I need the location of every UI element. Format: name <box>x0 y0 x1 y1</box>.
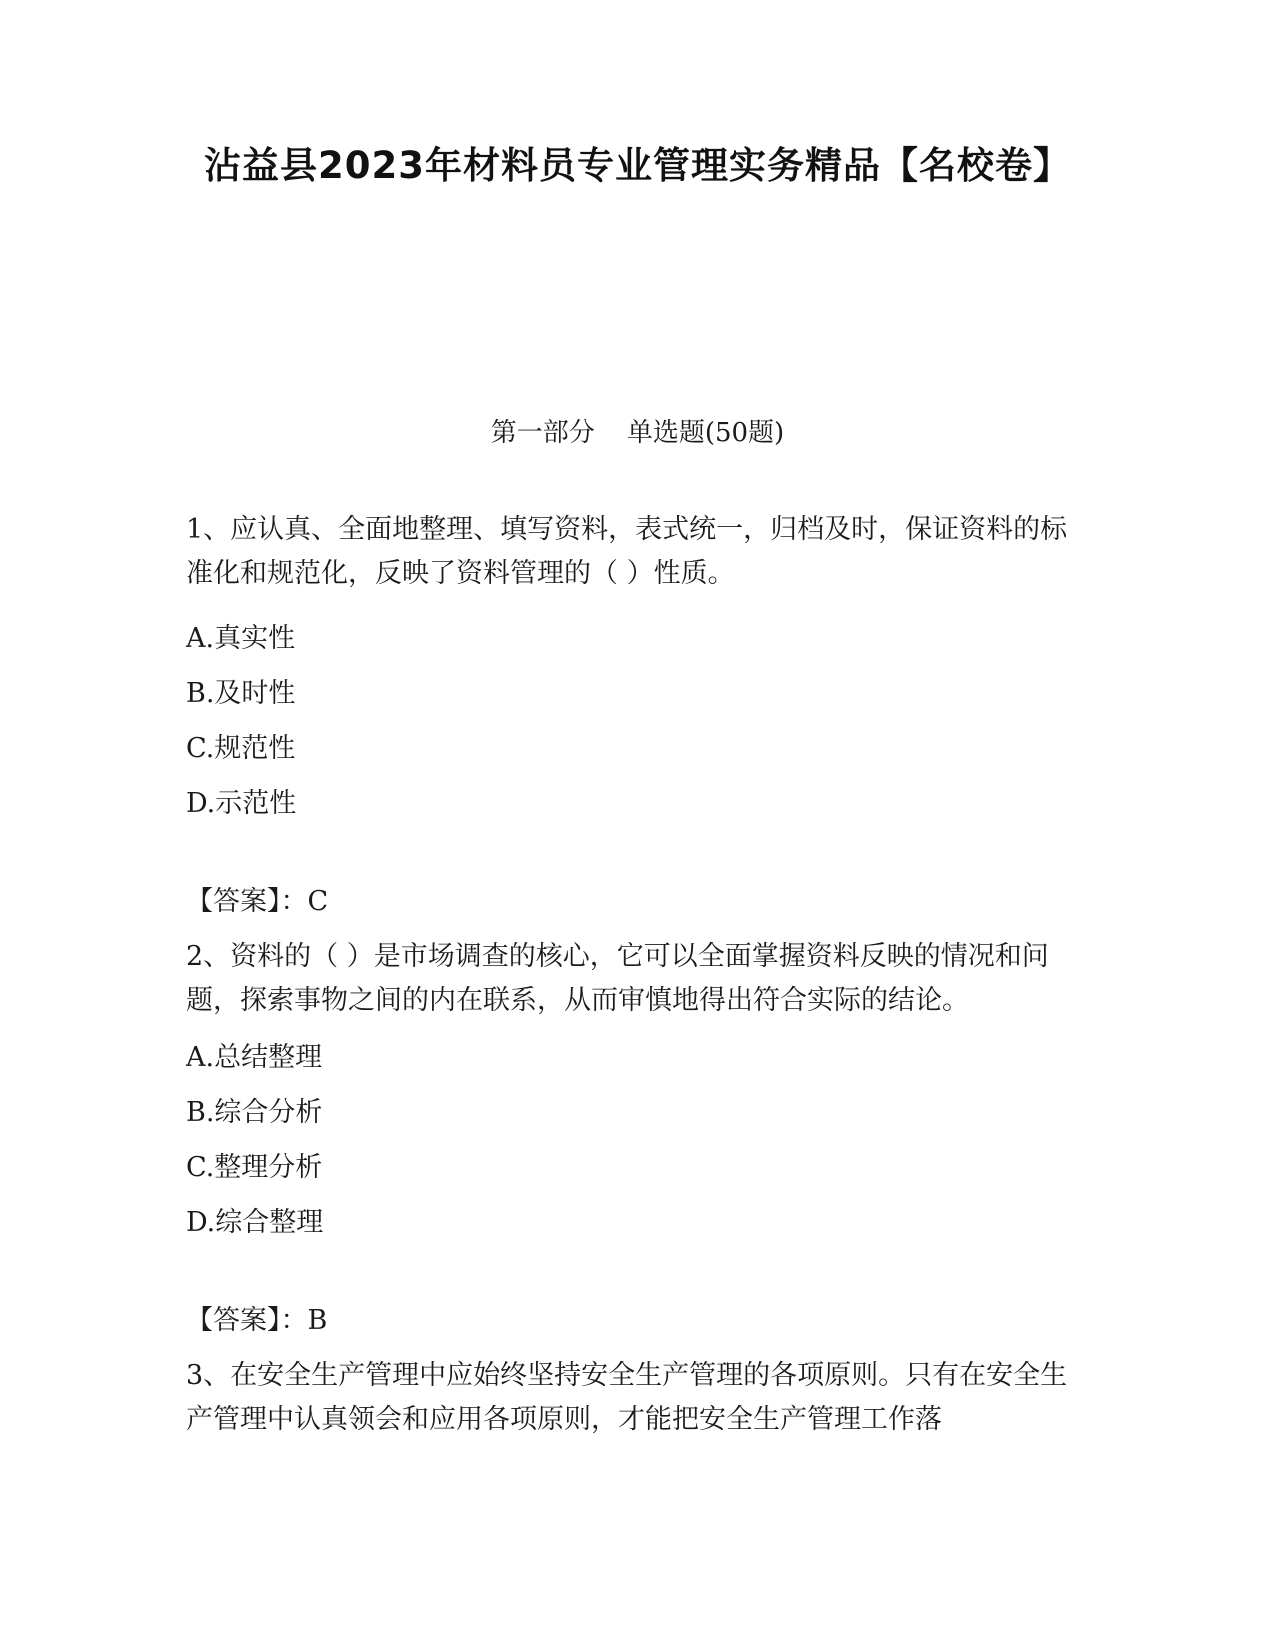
question-item <box>186 1354 1086 1442</box>
question-list <box>186 508 1086 1442</box>
section-label: 单选题(50题) <box>626 418 785 448</box>
option-b: B.及时性 <box>186 678 296 709</box>
question-text: 2、资料的（ ）是市场调查的核心，它可以全面掌握资料反映的情况和问题，探索事物之间的内在联系，从而审慎地得出符合实际的结论。 <box>186 941 1049 1016</box>
option-c: C.规范性 <box>186 733 296 764</box>
document-title: 沾益县2023年材料员专业管理实务精品【名校卷】 <box>204 144 1071 187</box>
answer-line: 【答案】：C <box>186 886 329 917</box>
option-a: A.真实性 <box>186 623 296 654</box>
question-text: 3、在安全生产管理中应始终坚持安全生产管理的各项原则。只有在安全生产管理中认真领会和应用各项原则，才能把安全生产管理工作落 <box>186 1360 1068 1435</box>
option-b: B.综合分析 <box>186 1097 323 1128</box>
section-heading <box>0 418 1275 448</box>
option-d: D.综合整理 <box>186 1207 324 1238</box>
question-item <box>186 935 1086 1336</box>
section-part: 第一部分 <box>490 418 595 448</box>
option-c: C.整理分析 <box>186 1152 323 1183</box>
option-d: D.示范性 <box>186 788 297 819</box>
answer-line: 【答案】：B <box>186 1305 328 1336</box>
option-a: A.总结整理 <box>186 1042 323 1073</box>
question-item <box>186 508 1086 917</box>
question-text: 1、应认真、全面地整理、填写资料，表式统一，归档及时，保证资料的标准化和规范化，反映了资料管理的（ ）性质。 <box>186 514 1068 589</box>
